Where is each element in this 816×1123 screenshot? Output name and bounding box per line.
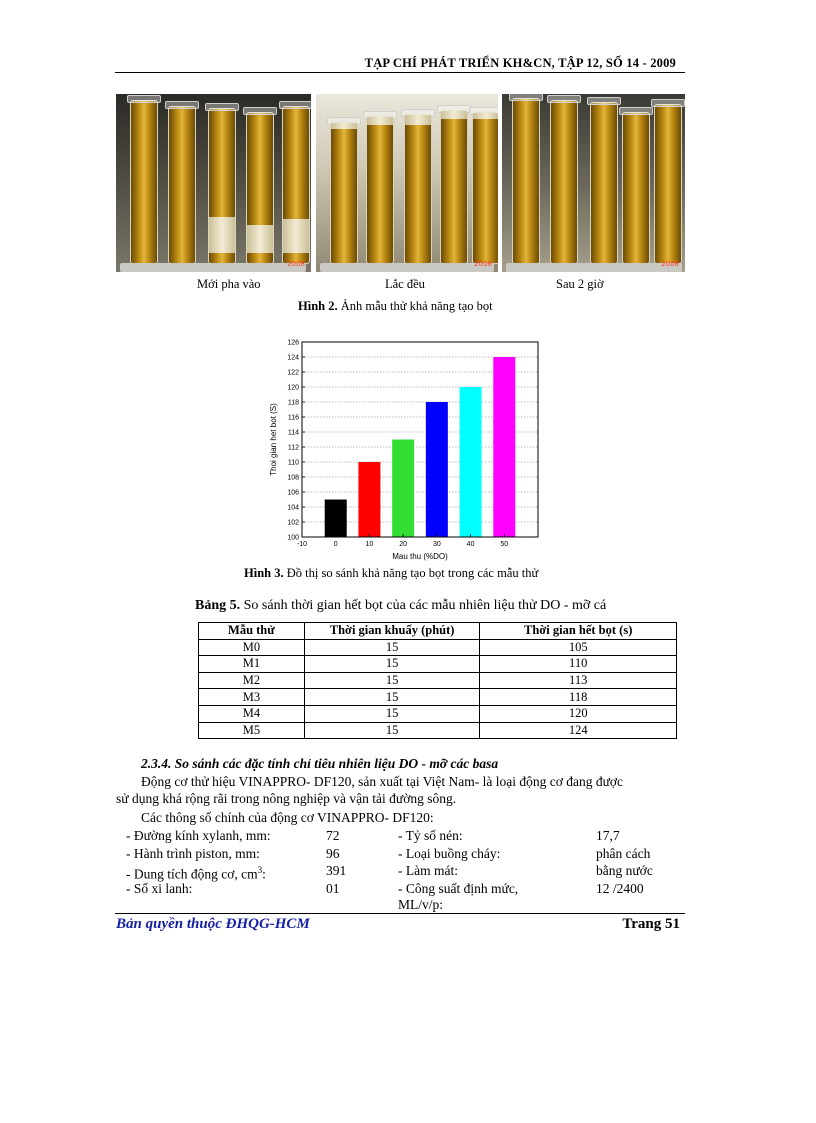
footer-rule <box>115 913 685 914</box>
spec-left-0-label: - Đường kính xylanh, mm: <box>126 828 271 843</box>
journal-header: TẠP CHÍ PHÁT TRIỂN KH&CN, TẬP 12, SỐ 14 - 2009 <box>364 56 676 70</box>
x-tick-label: -10 <box>296 541 308 548</box>
spec-right-1-value: phân cách <box>596 846 651 861</box>
y-axis-label: Thoi gian het bot (S) <box>269 403 278 476</box>
y-tick-label: 124 <box>287 354 299 362</box>
spec-left-1-value: 96 <box>326 846 340 861</box>
bar-50 <box>493 357 515 537</box>
table-cell-stir-time: 15 <box>304 639 480 656</box>
figure-3-label: Hình 3. <box>244 566 284 580</box>
x-axis-label: Mau thu (%DO) <box>392 552 448 561</box>
x-tick-label: 30 <box>432 541 441 548</box>
photo-label-fresh: Mới pha vào <box>197 277 261 291</box>
x-tick-label: 20 <box>399 541 408 548</box>
table-5-caption <box>195 598 606 614</box>
foam-bar-chart <box>262 334 552 568</box>
y-tick-label: 118 <box>287 399 299 407</box>
y-tick-label: 112 <box>287 444 299 452</box>
spec-right-2-label: - Làm mát: <box>398 863 458 878</box>
figure-2-label: Hình 2. <box>298 299 338 313</box>
y-tick-label: 114 <box>287 429 299 437</box>
table-cell-stir-time: 15 <box>304 722 480 739</box>
spec-right-0-value: 17,7 <box>596 828 620 843</box>
table-cell-stir-time: 15 <box>304 705 480 722</box>
table-5-label: Bảng 5. <box>195 598 241 613</box>
table-header-defoam-time: Thời gian hết bọt (s) <box>480 623 677 640</box>
table-cell-defoam-time: 120 <box>480 705 677 722</box>
figure-2-text: Ảnh mẫu thử khả năng tạo bọt <box>337 299 493 313</box>
y-tick-label: 106 <box>287 489 299 497</box>
y-tick-label: 120 <box>287 384 299 392</box>
spec-right-0-label: - Tỷ số nén: <box>398 828 463 843</box>
y-tick-label: 100 <box>287 534 299 542</box>
bar-10 <box>358 462 380 537</box>
photo-shaken: 2008 <box>316 94 498 272</box>
spec-left-3-label: - Số xi lanh: <box>126 881 193 896</box>
table-cell-sample: M4 <box>199 705 305 722</box>
x-tick-label: 10 <box>365 541 374 548</box>
table-5 <box>198 622 677 739</box>
spec-left-0-value: 72 <box>326 828 340 843</box>
photo-fresh-mix: 2008 <box>116 94 311 272</box>
table-cell-defoam-time: 105 <box>480 639 677 656</box>
table-cell-sample: M1 <box>199 656 305 673</box>
bar-0 <box>325 500 347 538</box>
spec-left-3-value: 01 <box>326 881 340 896</box>
table-row <box>199 722 677 739</box>
spec-right-3-label: - Công suất định mức, <box>398 881 519 896</box>
spec-right-3-label-2: ML/v/p: <box>398 897 444 912</box>
table-header-sample: Mẫu thử <box>199 623 305 640</box>
x-tick-label: 50 <box>500 541 509 548</box>
x-tick-label: 0 <box>333 541 338 548</box>
y-tick-label: 126 <box>287 339 299 347</box>
table-cell-sample: M0 <box>199 639 305 656</box>
section-heading: 2.3.4. So sánh các đặc tính chỉ tiêu nhiên liệu DO - mỡ các basa <box>141 756 499 771</box>
table-cell-sample: M5 <box>199 722 305 739</box>
figure-3-caption <box>244 566 538 581</box>
y-tick-label: 110 <box>287 459 299 467</box>
table-5-text: So sánh thời gian hết bọt của các mẫu nhiên liệu thử DO - mỡ cá <box>240 598 607 613</box>
table-cell-stir-time: 15 <box>304 656 480 673</box>
table-cell-sample: M2 <box>199 672 305 689</box>
y-tick-label: 108 <box>287 474 299 482</box>
table-row <box>199 705 677 722</box>
paragraph-1-line-2: sử dụng khá rộng rãi trong nông nghiệp và vận tải đường sông. <box>116 791 457 806</box>
photo-label-shaken: Lắc đều <box>385 277 425 291</box>
y-tick-label: 116 <box>287 414 299 422</box>
table-row <box>199 672 677 689</box>
table-cell-sample: M3 <box>199 689 305 706</box>
spec-right-3-value: 12 /2400 <box>596 881 644 896</box>
header-rule <box>115 72 685 73</box>
spec-right-1-label: - Loại buồng cháy: <box>398 846 501 861</box>
table-cell-stir-time: 15 <box>304 689 480 706</box>
table-cell-defoam-time: 113 <box>480 672 677 689</box>
table-cell-defoam-time: 118 <box>480 689 677 706</box>
bar-20 <box>392 440 414 538</box>
table-cell-defoam-time: 110 <box>480 656 677 673</box>
photo-label-after: Sau 2 giờ <box>556 277 604 291</box>
bar-30 <box>426 402 448 537</box>
table-row <box>199 639 677 656</box>
photo-after-2h: 2008 <box>502 94 685 272</box>
spec-left-1-label: - Hành trình piston, mm: <box>126 846 260 861</box>
y-tick-label: 104 <box>287 504 299 512</box>
paragraph-1-line-1: Động cơ thử hiệu VINAPPRO- DF120, sản xuất tại Việt Nam- là loại động cơ đang được <box>141 774 624 789</box>
table-cell-stir-time: 15 <box>304 672 480 689</box>
table-row <box>199 656 677 673</box>
spec-left-2-sup: 3 <box>257 865 263 875</box>
footer-copyright: Bản quyền thuộc ĐHQG-HCM <box>116 916 310 932</box>
spec-right-2-value: bằng nước <box>596 863 653 878</box>
bar-40 <box>460 387 482 537</box>
table-row <box>199 689 677 706</box>
table-header-stir-time: Thời gian khuấy (phút) <box>304 623 480 640</box>
figure-3-text: Đồ thị so sánh khả năng tạo bọt trong các mẫu thử <box>283 566 539 580</box>
figure-2-caption <box>298 299 493 314</box>
y-tick-label: 102 <box>287 519 299 527</box>
table-header-row <box>199 623 677 640</box>
spec-left-2-label: - Dung tích động cơ, cm <box>126 866 258 882</box>
table-cell-defoam-time: 124 <box>480 722 677 739</box>
y-tick-label: 122 <box>287 369 299 377</box>
paragraph-2: Các thông số chính của động cơ VINAPPRO- DF120: <box>141 810 434 825</box>
spec-left-2-suffix: : <box>262 866 266 882</box>
spec-left-2-value: 391 <box>326 863 347 878</box>
footer-page-number: Trang 51 <box>622 916 680 932</box>
x-tick-label: 40 <box>466 541 475 548</box>
